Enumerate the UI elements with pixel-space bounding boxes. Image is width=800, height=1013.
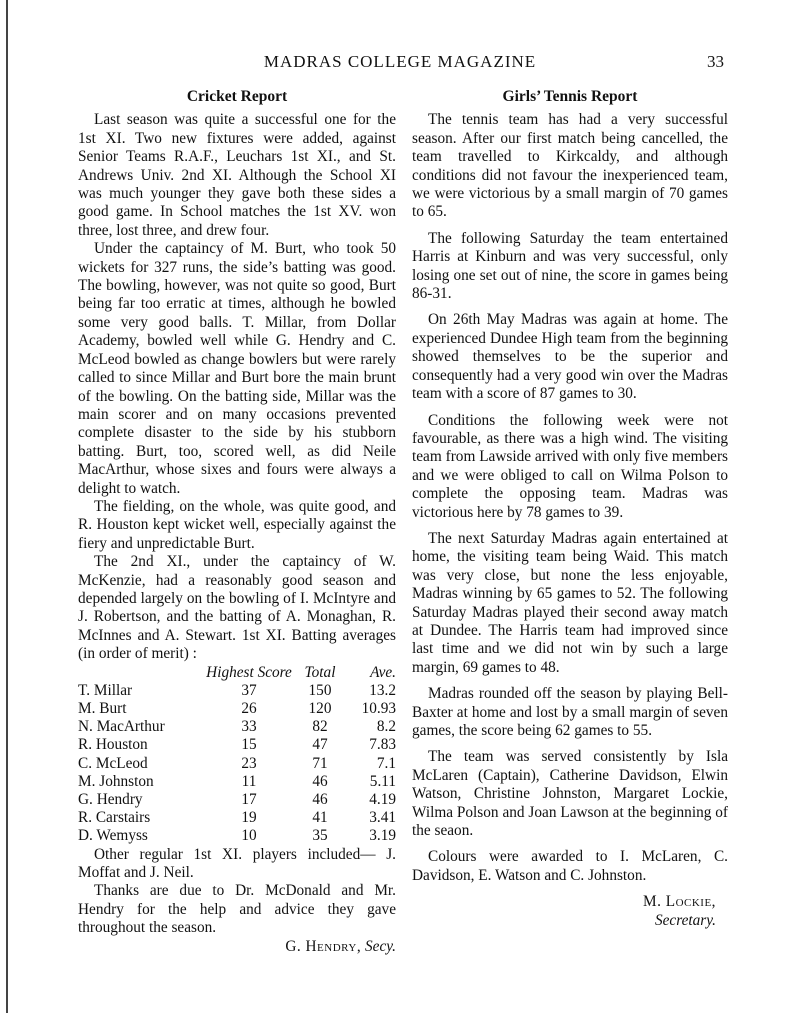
batting-table-header-row <box>78 664 396 682</box>
running-title: MADRAS COLLEGE MAGAZINE <box>263 52 537 71</box>
total-runs: 150 <box>308 681 332 699</box>
player-name: R. Houston <box>78 736 148 754</box>
highest-score: 11 <box>241 772 257 790</box>
cricket-paragraph-1: Last season was quite a successful one for the 1st XI. Two new fixtures were added, against Senior Teams R.A.F., Leuchars 1st XI., and St. Andrews Univ. 2nd XI. Although the School XI was much younger they gave both these sides a good game. In School matches the 1st XV. won three, lost three, and drew four. <box>78 111 396 239</box>
table-row <box>78 809 396 827</box>
highest-score: 19 <box>241 809 257 827</box>
highest-score: 15 <box>241 736 257 754</box>
page-number: 33 <box>707 52 724 71</box>
batting-average: 13.2 <box>369 681 396 699</box>
tennis-paragraph-7: The team was served consistently by Isla McLaren (Captain), Catherine Davidson, Elwin Watson, Christine Johnston, Margaret Lockie, Wilma Polson and Joan Lawson at the beginning of the seaon. <box>412 748 728 840</box>
tennis-paragraph-3: On 26th May Madras was again at home. The experienced Dundee High team from the beginning showed themselves to be the superior and consequently had a very good win over the Madras team with a score of 87 games to 30. <box>412 311 728 403</box>
batting-average: 3.41 <box>369 809 396 827</box>
player-name: R. Carstairs <box>78 809 151 827</box>
total-runs: 120 <box>308 700 332 717</box>
table-row <box>78 736 396 754</box>
player-name: D. Wemyss <box>78 827 148 845</box>
header-name-blank <box>78 664 206 682</box>
player-name: T. Millar <box>78 681 133 699</box>
table-row <box>78 755 396 773</box>
batting-averages-table <box>78 664 396 846</box>
batting-average: 5.11 <box>369 772 396 790</box>
cricket-paragraph-5: Other regular 1st XI. players included— J. Moffat and J. Neil. <box>78 845 396 882</box>
player-name: C. McLeod <box>78 754 148 772</box>
tennis-paragraph-5: The next Saturday Madras again entertained at home, the visiting team being Waid. This match was very close, but none the less enjoyable, Madras winning by 65 games to 52. The following Saturday Madras played their second away match at Dundee. The Harris team had improved since last time and we did not win by such a large margin, 69 games to 48. <box>412 529 728 676</box>
total-runs: 47 <box>312 736 328 754</box>
cricket-signature <box>78 938 396 956</box>
table-row <box>78 773 396 791</box>
batting-average: 3.19 <box>369 827 396 845</box>
tennis-paragraph-6: Madras rounded off the season by playing Bell-Baxter at home and lost by a small margin of seven games, the score being 62 games to 55. <box>412 685 728 739</box>
total-runs: 71 <box>312 754 328 772</box>
batting-average: 8.2 <box>376 718 396 736</box>
tennis-signature <box>412 893 728 930</box>
tennis-report-heading: Girls’ Tennis Report <box>502 88 638 105</box>
tennis-paragraph-2: The following Saturday the team entertained Harris at Kinburn and was very successful, only losing one set out of nine, the score in games being 86-31. <box>412 229 728 303</box>
batting-average: 10.93 <box>361 700 396 717</box>
player-name: G. Hendry <box>78 791 143 809</box>
tennis-paragraph-1: The tennis team has had a very successful season. After our first match being cancelled, the team travelled to Kirkcaldy, and although conditions did not favour the inexperienced team, we were victorious by a small margin of 70 games to 65. <box>412 111 728 221</box>
batting-average: 7.1 <box>376 754 396 772</box>
player-name: N. MacArthur <box>78 718 165 736</box>
highest-score: 37 <box>241 681 257 699</box>
page-header <box>0 52 800 76</box>
table-row <box>78 791 396 809</box>
total-runs: 41 <box>312 809 328 827</box>
cricket-paragraph-4: The 2nd XI., under the captaincy of W. McKenzie, had a reasonably good season and depended largely on the bowling of I. McIntyre and J. Robertson, and the batting of A. Monaghan, R. McInnes and A. Stewart. 1st XI. Batting averages (in order of merit) : <box>78 553 396 663</box>
highest-score: 10 <box>241 827 257 845</box>
total-runs: 82 <box>312 718 328 736</box>
page-binding-edge <box>6 0 8 1013</box>
tennis-report-column <box>412 88 728 930</box>
highest-score: 26 <box>241 700 257 717</box>
header-total: Total <box>304 663 336 681</box>
cricket-report-heading: Cricket Report <box>186 88 288 105</box>
cricket-paragraph-6: Thanks are due to Dr. McDonald and Mr. Hendry for the help and advice they gave throughout the season. <box>78 882 396 937</box>
header-average: Ave. <box>370 663 396 681</box>
header-highest-score: Highest Score <box>206 663 292 681</box>
cricket-signature-name: G. Hendry, <box>285 937 362 955</box>
tennis-signature-title: Secretary. <box>654 911 716 929</box>
batting-average: 7.83 <box>369 736 396 754</box>
table-row <box>78 700 396 718</box>
cricket-paragraph-3: The fielding, on the whole, was quite good, and R. Houston kept wicket well, especially against the fiery and unpredictable Burt. <box>78 497 396 552</box>
total-runs: 46 <box>312 791 328 809</box>
batting-average: 4.19 <box>369 791 396 809</box>
tennis-paragraph-4: Conditions the following week were not favourable, as there was a high wind. The visiting team from Lawside arrived with only five members and we were obliged to call on Wilma Polson to complete the opposing team. Madras was victorious here by 78 games to 39. <box>412 411 728 521</box>
highest-score: 17 <box>241 791 257 809</box>
total-runs: 35 <box>312 827 328 845</box>
total-runs: 46 <box>312 772 328 790</box>
cricket-paragraph-2: Under the captaincy of M. Burt, who took 50 wickets for 327 runs, the side’s batting was good. The bowling, however, was not quite so good, Burt being far too erratic at times, although he bowled some very good balls. T. Millar, from Dollar Academy, bowled well while G. Hendry and C. McLeod bowled as change bowlers but were rarely called to since Millar and Burt bore the main brunt of the bowling. On the batting side, Millar was the main scorer and on many occasions prevented complete disaster to the side by his stubborn batting. Burt, too, scored well, as did Neile MacArthur, whose sixes and fours were always a delight to watch. <box>78 240 396 497</box>
table-row <box>78 682 396 700</box>
highest-score: 23 <box>241 754 257 772</box>
cricket-report-column <box>78 88 396 956</box>
table-row <box>78 827 396 845</box>
tennis-paragraph-8: Colours were awarded to I. McLaren, C. Davidson, E. Watson and C. Johnston. <box>412 848 728 884</box>
tennis-signature-name: M. Lockie, <box>642 893 716 911</box>
player-name: M. Burt <box>78 700 127 717</box>
highest-score: 33 <box>241 718 257 736</box>
player-name: M. Johnston <box>78 772 154 790</box>
cricket-signature-title: Secy. <box>365 937 396 955</box>
table-row <box>78 718 396 736</box>
